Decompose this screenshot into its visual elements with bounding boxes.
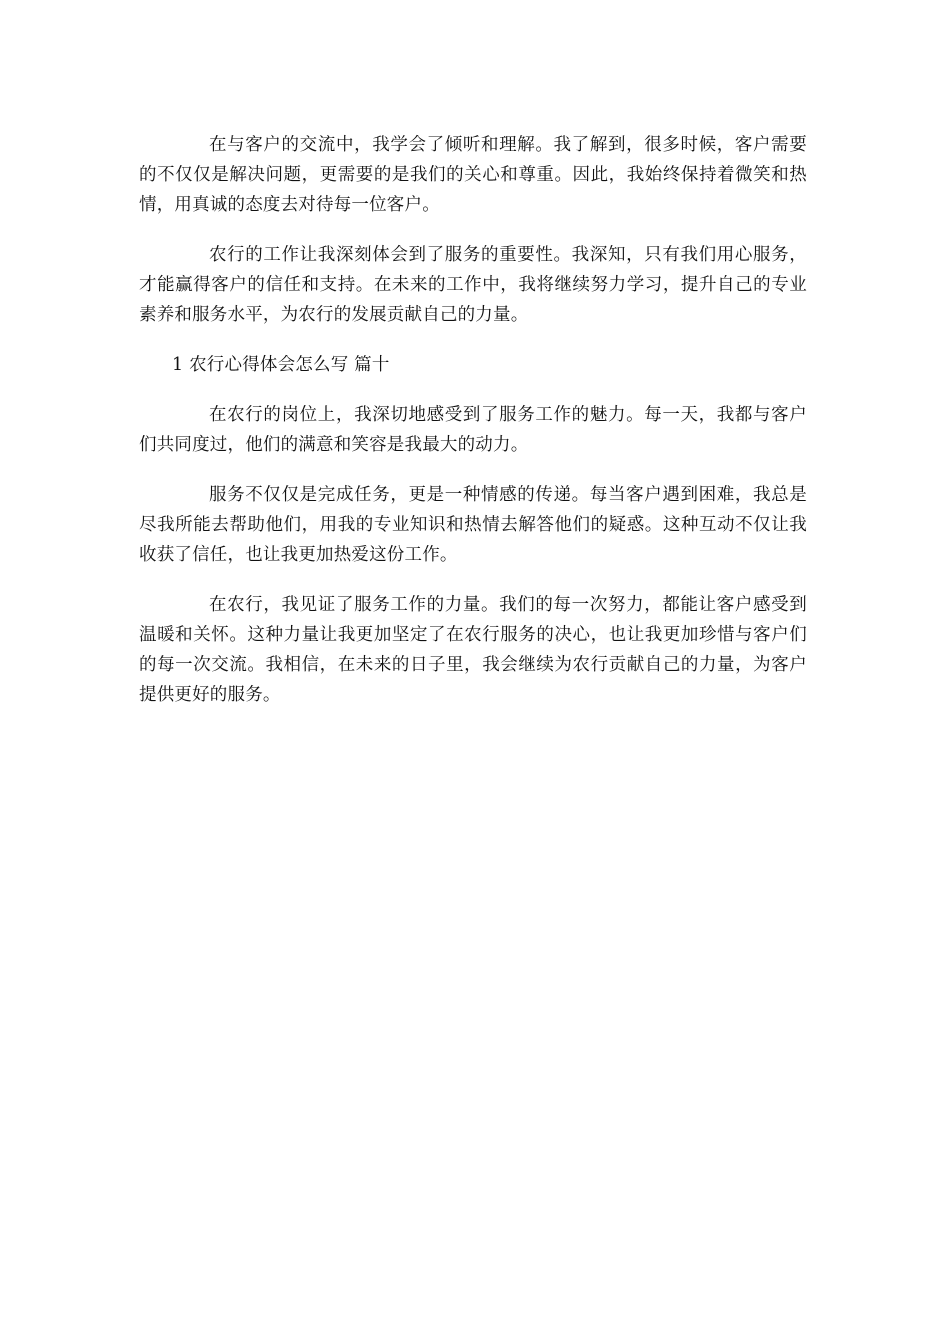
paragraph-4: 服务不仅仅是完成任务，更是一种情感的传递。每当客户遇到困难，我总是尽我所能去帮助他们，用我的专业知识和热情去解答他们的疑惑。这种互动不仅让我收获了信任，也让我更加热爱这份工作。 — [139, 485, 807, 565]
document-body — [139, 130, 807, 730]
paragraph-1: 在与客户的交流中，我学会了倾听和理解。我了解到，很多时候，客户需要的不仅仅是解决问题，更需要的是我们的关心和尊重。因此，我始终保持着微笑和热情，用真诚的态度去对待每一位客户。 — [139, 135, 807, 215]
paragraph-2: 农行的工作让我深刻体会到了服务的重要性。我深知，只有我们用心服务，才能赢得客户的信任和支持。在未来的工作中，我将继续努力学习，提升自己的专业素养和服务水平，为农行的发展贡献自己的力量。 — [139, 245, 807, 325]
section-heading: 1 农行心得体会怎么写 篇十 — [172, 355, 390, 375]
paragraph-3: 在农行的岗位上，我深切地感受到了服务工作的魅力。每一天，我都与客户们共同度过，他们的满意和笑容是我最大的动力。 — [139, 405, 807, 455]
paragraph-5: 在农行，我见证了服务工作的力量。我们的每一次努力，都能让客户感受到温暖和关怀。这种力量让我更加坚定了在农行服务的决心，也让我更加珍惜与客户们的每一次交流。我相信，在未来的日子里，我会继续为农行贡献自己的力量，为客户提供更好的服务。 — [139, 595, 807, 705]
